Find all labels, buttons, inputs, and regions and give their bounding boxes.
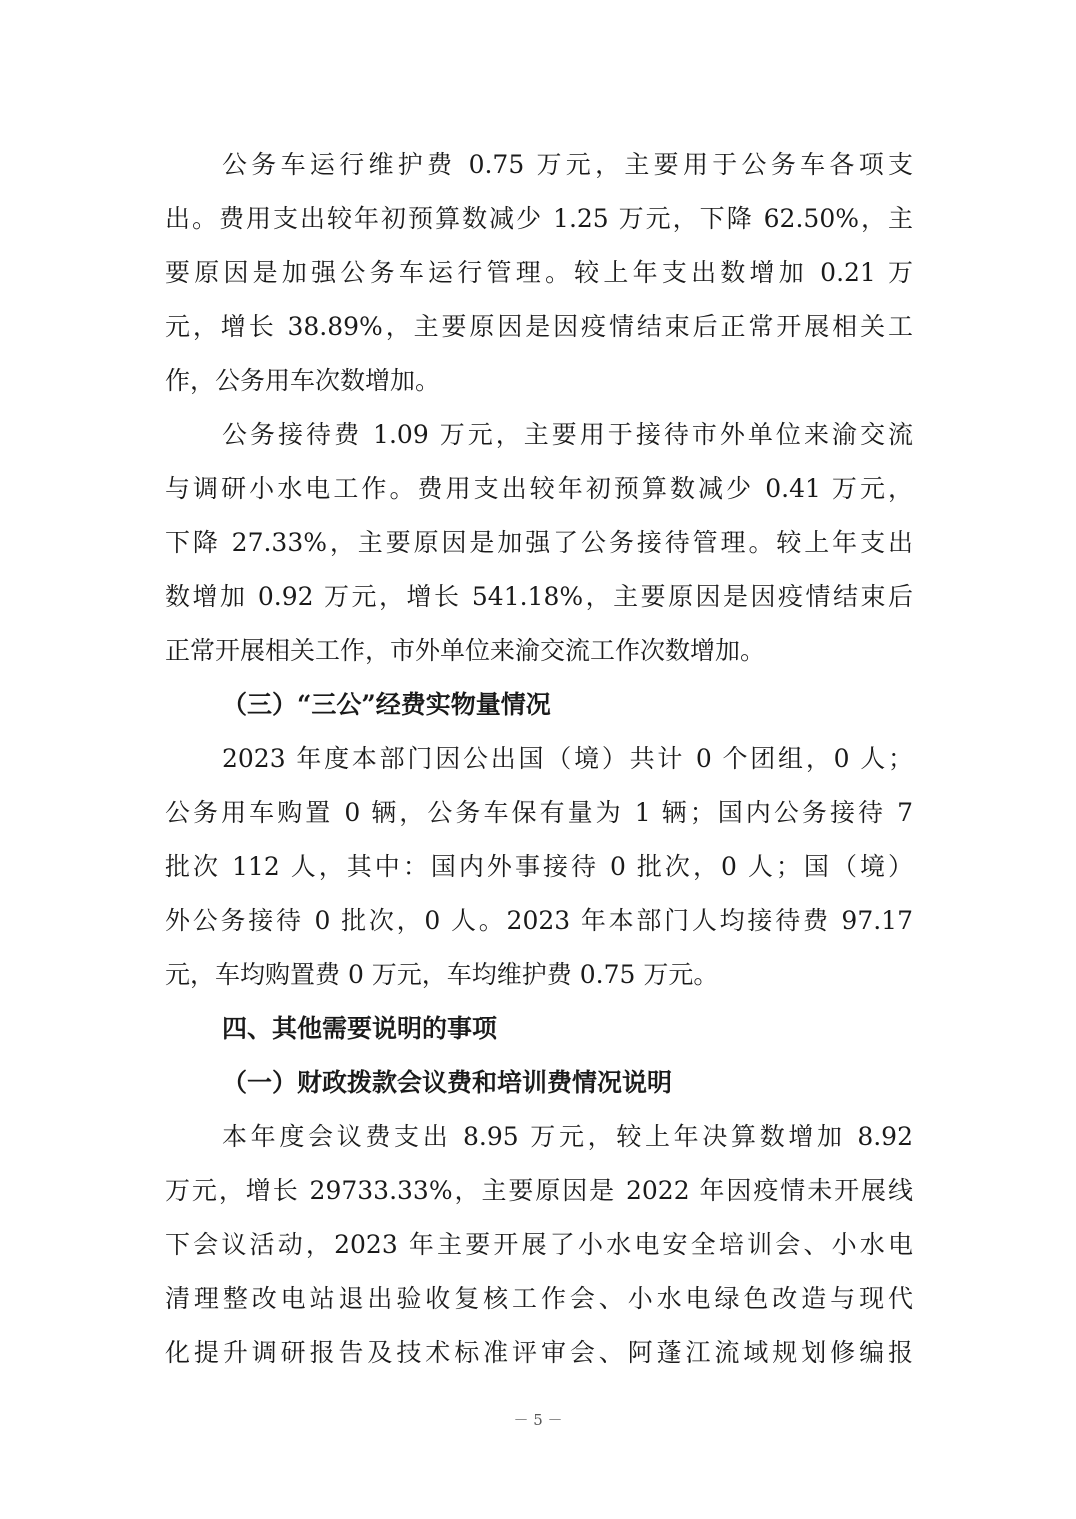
- text-line: 正常开展相关工作，市外单位来渝交流工作次数增加。: [165, 636, 766, 665]
- text-line: 化提升调研报告及技术标准评审会、阿蓬江流域规划修编报: [165, 1338, 913, 1367]
- text-line: 万元，增长 29733.33%，主要原因是 2022 年因疫情未开展线: [165, 1176, 913, 1205]
- section-heading-meeting-training-fees: （一）财政拨款会议费和培训费情况说明: [222, 1068, 673, 1097]
- text-line: 清理整改电站退出验收复核工作会、小水电绿色改造与现代: [165, 1284, 913, 1313]
- text-line: 元，增长 38.89%，主要原因是因疫情结束后正常开展相关工: [165, 312, 913, 341]
- paragraph-vehicle-maintenance: [165, 138, 913, 408]
- text-line: 数增加 0.92 万元，增长 541.18%，主要原因是因疫情结束后: [165, 582, 913, 611]
- text-line: 元，车均购置费 0 万元，车均维护费 0.75 万元。: [165, 960, 719, 989]
- text-line: 出。费用支出较年初预算数减少 1.25 万元，下降 62.50%，主: [165, 204, 913, 233]
- text-line: 本年度会议费支出 8.95 万元，较上年决算数增加 8.92: [222, 1122, 913, 1151]
- text-line: 下会议活动，2023 年主要开展了小水电安全培训会、小水电: [165, 1230, 913, 1259]
- section-heading-other-matters: 四、其他需要说明的事项: [222, 1014, 498, 1043]
- text-line: 公务车运行维护费 0.75 万元，主要用于公务车各项支: [222, 150, 913, 179]
- section-heading-three-public-expenses: （三）“三公”经费实物量情况: [222, 690, 551, 719]
- text-line: 下降 27.33%，主要原因是加强了公务接待管理。较上年支出: [165, 528, 913, 557]
- text-line: 批次 112 人，其中：国内外事接待 0 批次，0 人；国（境）: [165, 852, 913, 881]
- text-line: 2023 年度本部门因公出国（境）共计 0 个团组，0 人；: [222, 744, 913, 773]
- text-line: 公务接待费 1.09 万元，主要用于接待市外单位来渝交流: [222, 420, 913, 449]
- paragraph-physical-quantities: [165, 732, 913, 1002]
- text-line: 外公务接待 0 批次，0 人。2023 年本部门人均接待费 97.17: [165, 906, 913, 935]
- paragraph-meeting-fees: [165, 1110, 913, 1380]
- text-line: 作，公务用车次数增加。: [165, 366, 441, 395]
- document-page: [165, 138, 913, 1380]
- text-line: 与调研小水电工作。费用支出较年初预算数减少 0.41 万元，: [165, 474, 913, 503]
- text-line: 要原因是加强公务车运行管理。较上年支出数增加 0.21 万: [165, 258, 913, 287]
- paragraph-reception-expenses: [165, 408, 913, 678]
- page-number: － 5 －: [513, 1411, 563, 1429]
- text-line: 公务用车购置 0 辆，公务车保有量为 1 辆；国内公务接待 7: [165, 798, 913, 827]
